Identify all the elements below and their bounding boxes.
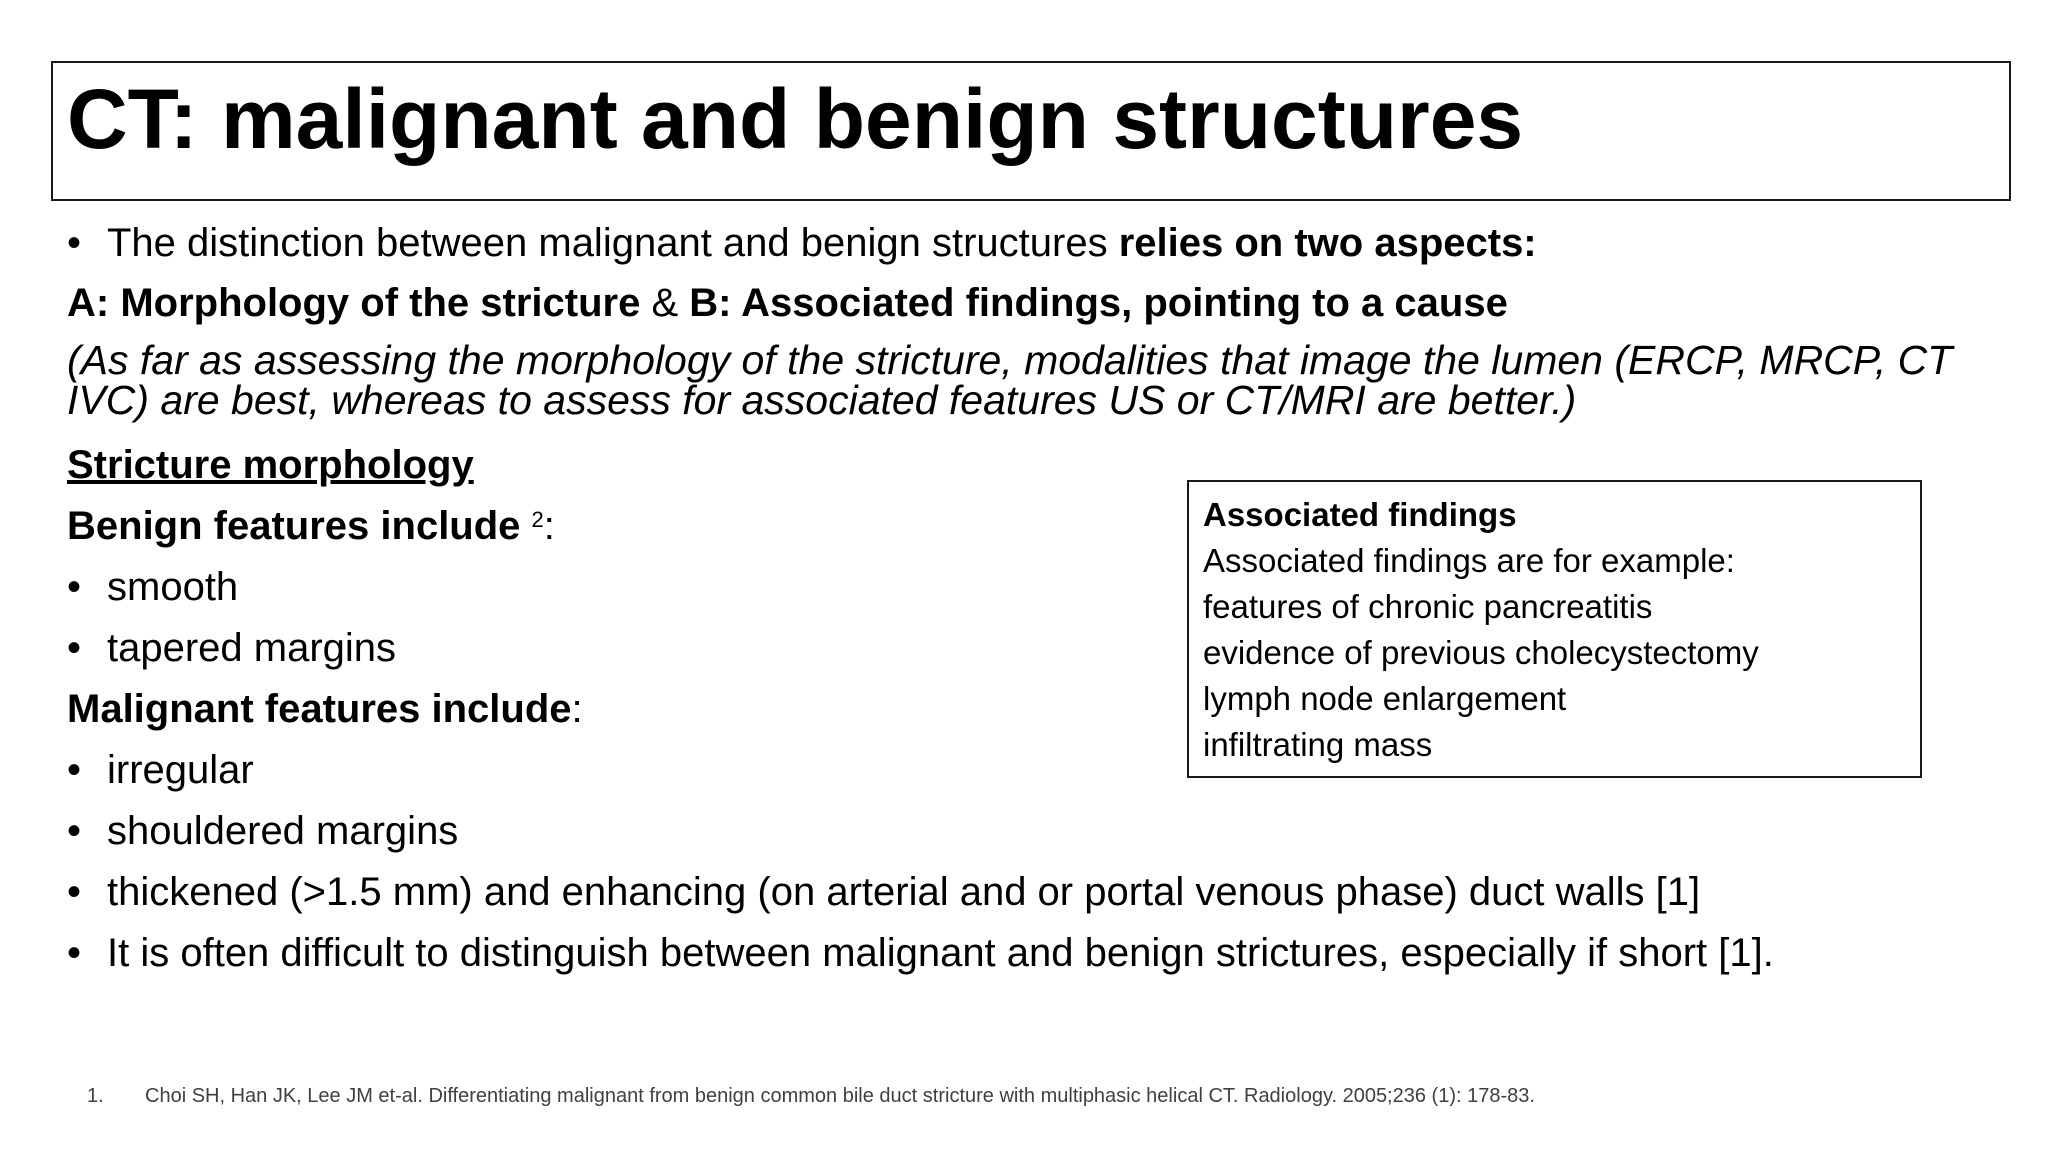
benign-heading: Benign features include $^2$:	[67, 504, 555, 548]
bullet-marker: •	[67, 870, 82, 914]
associated-finding-line: evidence of previous cholecystectomy	[1203, 634, 1759, 671]
benign-footnote-sup: 2	[531, 507, 544, 532]
aspect-a: A: Morphology of the stricture	[67, 281, 641, 325]
associated-finding-line: Associated findings are for example:	[1203, 542, 1735, 579]
intro-text: The distinction between malignant and benign structures	[107, 221, 1119, 265]
malignant-item: • shouldered margins	[67, 809, 459, 853]
bullet-marker: •	[67, 809, 82, 853]
associated-findings-box	[1187, 480, 1922, 778]
aspects-line	[67, 279, 1508, 327]
reference-text: Choi SH, Han JK, Lee JM et-al. Differentiating malignant from benign common bile duct stricture with multiphasic helical CT. Radiology. 2005;236 (1): 178-83.	[145, 1085, 1535, 1107]
malignant-item: • It is often difficult to distinguish between malignant and benign strictures, especially if short [1].	[67, 931, 1774, 975]
reference-number: 1.	[87, 1085, 104, 1107]
slide-title: CT: malignant and benign structures	[67, 72, 1524, 166]
malignant-item: • irregular	[67, 748, 254, 792]
benign-item: • smooth	[67, 565, 239, 609]
bullet-marker: •	[67, 626, 82, 670]
intro-emphasis: relies on two aspects:	[1118, 221, 1537, 265]
bullet-marker: •	[67, 221, 82, 265]
bullet-marker: •	[67, 931, 82, 975]
associated-findings-heading: Associated findings	[1203, 496, 1517, 533]
associated-finding-line: infiltrating mass	[1203, 726, 1433, 763]
associated-finding-line: lymph node enlargement	[1203, 680, 1567, 717]
malignant-item: • thickened (>1.5 mm) and enhancing (on arterial and or portal venous phase) duct walls [1]	[67, 870, 1701, 914]
bullet-marker: •	[67, 565, 82, 609]
modality-note: (As far as assessing the morphology of the stricture, modalities that image the lumen (ERCP, MRCP, CT IVC) are best, whereas to assess for associated features US or CT/MRI are better.)	[67, 337, 1953, 423]
malignant-heading: Malignant features include:	[67, 687, 583, 731]
aspect-b: B: Associated findings, pointing to a cause	[689, 281, 1508, 325]
associated-finding-line: features of chronic pancreatitis	[1203, 588, 1653, 625]
stricture-morphology-heading: Stricture morphology	[67, 443, 474, 487]
bullet-marker: •	[67, 748, 82, 792]
title-box	[51, 61, 2011, 201]
benign-item: • tapered margins	[67, 626, 397, 670]
aspect-ampersand: &	[640, 281, 690, 325]
intro-line	[67, 219, 1537, 267]
